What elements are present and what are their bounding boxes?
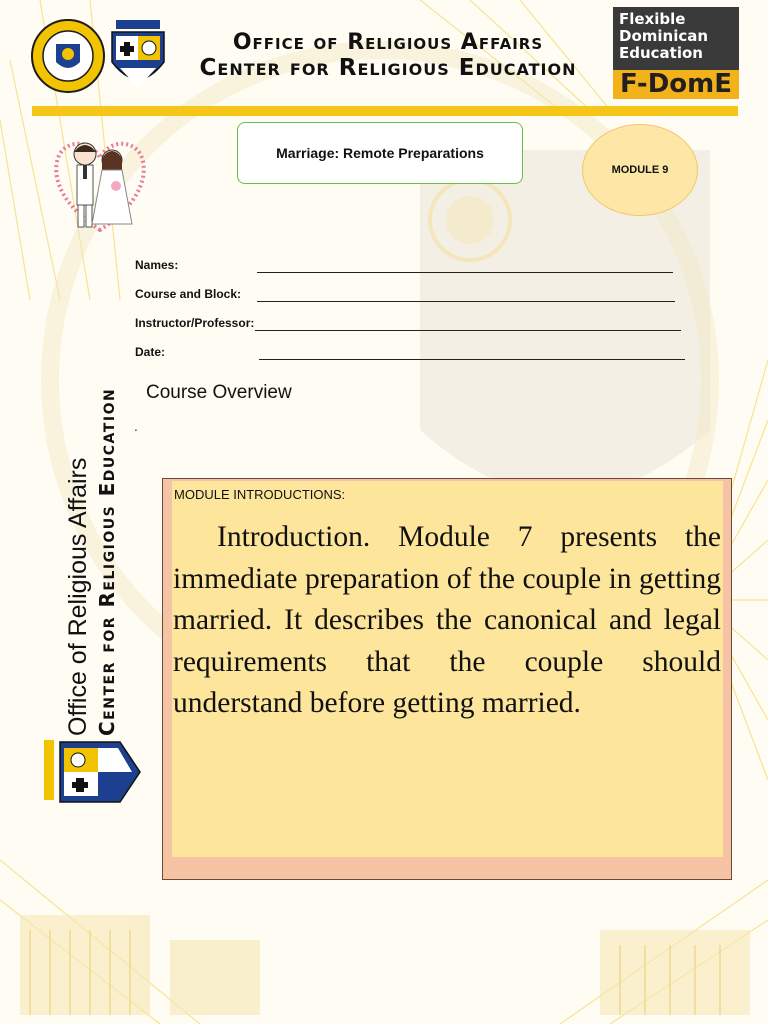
date-input-line[interactable] <box>259 359 685 360</box>
vertical-office-title <box>63 388 121 736</box>
names-field-row <box>135 258 695 280</box>
module-introduction-box <box>162 478 732 880</box>
names-label: Names: <box>135 258 179 272</box>
course-block-field-row <box>135 287 695 309</box>
course-block-label: Course and Block: <box>135 287 242 301</box>
date-label: Date: <box>135 345 166 359</box>
module-introduction-text: Introduction. Module 7 presents the immediate preparation of the couple in getting married. It describes the canonical and legal requirements that the couple should understand before getting married. <box>173 521 721 719</box>
university-seal-logo <box>30 18 106 94</box>
wedding-couple-illustration <box>50 124 150 240</box>
course-block-input-line[interactable] <box>257 301 675 302</box>
instructor-label: Instructor/Professor: <box>135 316 255 330</box>
office-title: Office of Religious Affairs <box>232 30 544 55</box>
instructor-input-line[interactable] <box>255 330 681 331</box>
fdome-wordmark: F-DomE <box>613 70 739 99</box>
module-introduction-heading: MODULE INTRODUCTIONS: <box>174 487 346 502</box>
overview-bullet: . <box>134 418 138 434</box>
date-field-row <box>135 345 695 367</box>
module-title: Marriage: Remote Preparations <box>276 145 484 161</box>
vertical-title-line1: Office of Religious Affairs <box>64 457 92 736</box>
sidebar-shield-logo <box>40 738 144 808</box>
module-title-box <box>237 122 523 184</box>
fdome-logo <box>613 7 739 99</box>
ust-legazpi-shield-logo <box>108 18 168 96</box>
instructor-field-row <box>135 316 695 338</box>
names-input-line[interactable] <box>257 272 673 273</box>
fdome-label: Flexible Dominican Education <box>619 10 709 62</box>
module-introduction-panel <box>172 481 723 857</box>
module-badge <box>582 124 698 216</box>
vertical-title-line2: Center for Religious Education <box>95 387 119 736</box>
module-number: MODULE 9 <box>611 164 669 176</box>
center-title: Center for Religious Education <box>199 55 577 81</box>
course-overview-heading: Course Overview <box>146 382 292 403</box>
header-divider <box>32 106 738 116</box>
